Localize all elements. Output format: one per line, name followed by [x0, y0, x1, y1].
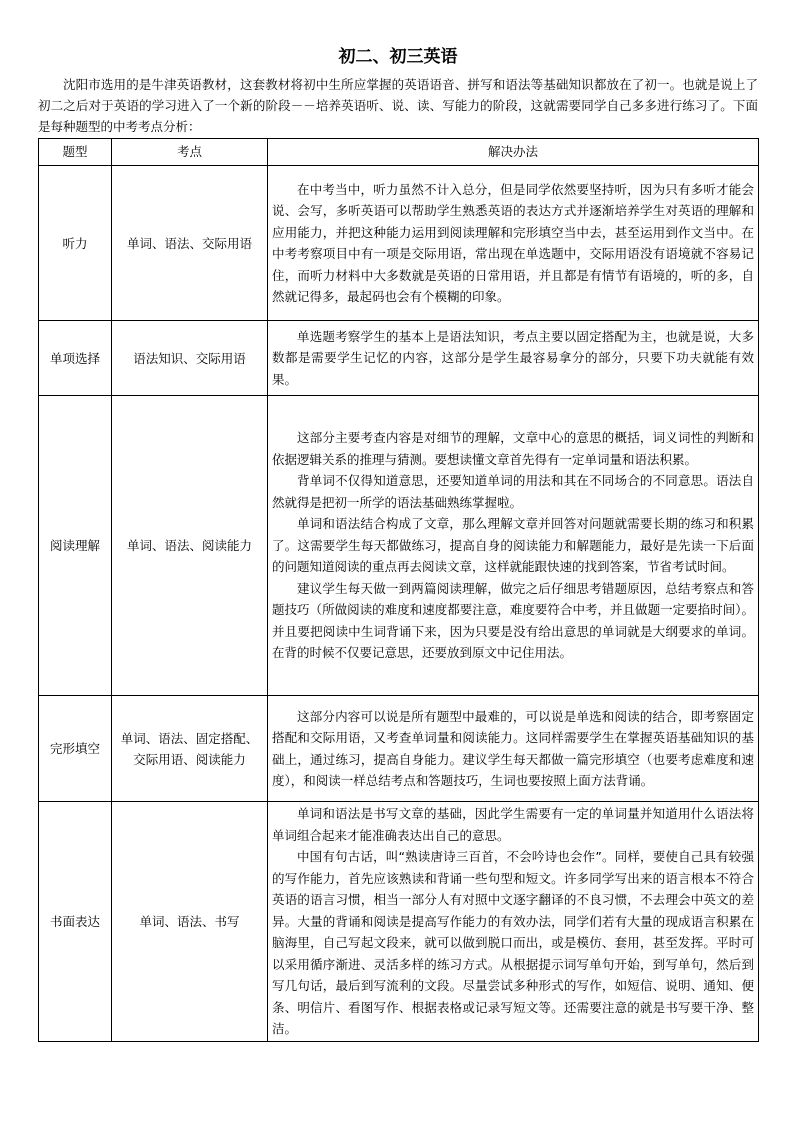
table-row [39, 166, 759, 321]
table-header-row [39, 139, 759, 166]
document-page [38, 44, 758, 1042]
exam-point-cell: 单词、语法、阅读能力 [112, 396, 268, 696]
exam-point-cell: 单词、语法、书写 [112, 802, 268, 1042]
solution-cell [268, 696, 759, 802]
solution-cell [268, 396, 759, 696]
header-question-type: 题型 [39, 139, 112, 166]
solution-paragraph: 这部分内容可以说是所有题型中最难的，可以说是单选和阅读的结合，即考察固定搭配和交际用语，又考查单词量和阅读能力。这同样需要学生在掌握英语基础知识的基础上，通过练习，提高自身能力。建议学生每天都做一篇完形填空（也要考虑难度和速度），和阅读一样总结考点和答题技巧，生词也要按照上面方法背诵。 [272, 708, 754, 788]
solution-paragraph: 单词和语法是书写文章的基础，因此学生需要有一定的单词量并知道用什么语法将单词组合起来才能准确表达出自己的意思。 [272, 806, 754, 843]
solution-paragraph: 单选题考察学生的基本上是语法知识，考点主要以固定搭配为主，也就是说，大多数都是需要学生记忆的内容，这部分是学生最容易拿分的部分，只要下功夫就能有效果。 [272, 328, 754, 387]
solution-paragraph: 背单词不仅得知道意思，还要知道单词的用法和其在不同场合的不同意思。语法自然就得是把初一所学的语法基础熟练掌握啦。 [272, 473, 754, 510]
solution-cell [268, 802, 759, 1042]
question-type-cell: 单项选择 [39, 321, 112, 396]
question-type-cell: 听力 [39, 166, 112, 321]
solution-paragraph: 单词和语法结合构成了文章，那么理解文章并回答对问题就需要长期的练习和积累了。这需要学生每天都做练习，提高自身的阅读能力和解题能力，最好是先读一下后面的问题知道阅读的重点再去阅读文章，这样就能跟快速的找到答案，节省考试时间。 [272, 516, 754, 575]
solution-cell [268, 321, 759, 396]
table-row [39, 802, 759, 1042]
exam-point-cell: 语法知识、交际用语 [112, 321, 268, 396]
question-type-cell: 阅读理解 [39, 396, 112, 696]
table-row [39, 396, 759, 696]
solution-paragraph: 在中考当中，听力虽然不计入总分，但是同学依然要坚持听，因为只有多听才能会说、会写，多听英语可以帮助学生熟悉英语的表达方式并逐渐培养学生对英语的理解和应用能力，并把这种能力运用到阅读理解和完形填空当中去，甚至运用到作文当中。在中考考察项目中有一项是交际用语，常出现在单选题中，交际用语没有语境就不容易记住，而听力材料中大多数就是英语的日常用语，并且都是有情节有语境的，听的多，自然就记得多，最起码也会有个模糊的印象。 [272, 181, 754, 304]
page-title: 初二、初三英语 [338, 47, 458, 67]
table-row [39, 696, 759, 802]
header-solution: 解决办法 [268, 139, 759, 166]
exam-point-cell: 单词、语法、交际用语 [112, 166, 268, 321]
question-type-cell: 完形填空 [39, 696, 112, 802]
solution-paragraph: 建议学生每天做一到两篇阅读理解，做完之后仔细思考错题原因，总结考察点和答题技巧（所做阅读的难度和速度都要注意，难度要符合中考，并且做题一定要掐时间）。并且要把阅读中生词背诵下来，因为只要是没有给出意思的单词就是大纲要求的单词。在背的时候不仅要记意思，还要放到原文中记住用法。 [272, 580, 754, 661]
question-type-cell: 书面表达 [39, 802, 112, 1042]
header-exam-point: 考点 [112, 139, 268, 166]
exam-point-cell: 单词、语法、固定搭配、交际用语、阅读能力 [112, 696, 268, 802]
solution-paragraph: 这部分主要考查内容是对细节的理解，文章中心的意思的概括，词义词性的判断和依据逻辑关系的推理与猜测。要想读懂文章首先得有一定单词量和语法积累。 [272, 430, 754, 467]
solution-paragraph: 中国有句古话，叫“熟读唐诗三百首，不会吟诗也会作”。同样，要使自己具有较强的写作能力，首先应该熟读和背诵一些句型和短文。许多同学写出来的语言根本不符合英语的语言习惯，相当一部分人有对照中文逐字翻译的不良习惯，不去理会中英文的差异。大量的背诵和阅读是提高写作能力的有效办法，同学们若有大量的现成语言积累在脑海里，自己写起文段来，就可以做到脱口而出，或是模仿、套用，甚至发挥。平时可以采用循序渐进、灵活多样的练习方式。从根据提示词写单句开始，到写单句，然后到写几句话，最后到写流利的文段。尽量尝试多种形式的写作，如短信、说明、通知、便条、明信片、看图写作、根据表格或记录写短文等。还需要注意的就是书写要干净、整洁。 [272, 849, 754, 1037]
exam-analysis-table [38, 138, 759, 1042]
intro-paragraph: 沈阳市选用的是牛津英语教材，这套教材将初中生所应掌握的英语语音、拼写和语法等基础知识都放在了初一。也就是说上了初二之后对于英语的学习进入了一个新的阶段－－培养英语听、说、读、写能力的阶段，这就需要同学自己多多进行练习了。下面是每种题型的中考考点分析： [38, 77, 758, 134]
table-row [39, 321, 759, 396]
solution-cell [268, 166, 759, 321]
